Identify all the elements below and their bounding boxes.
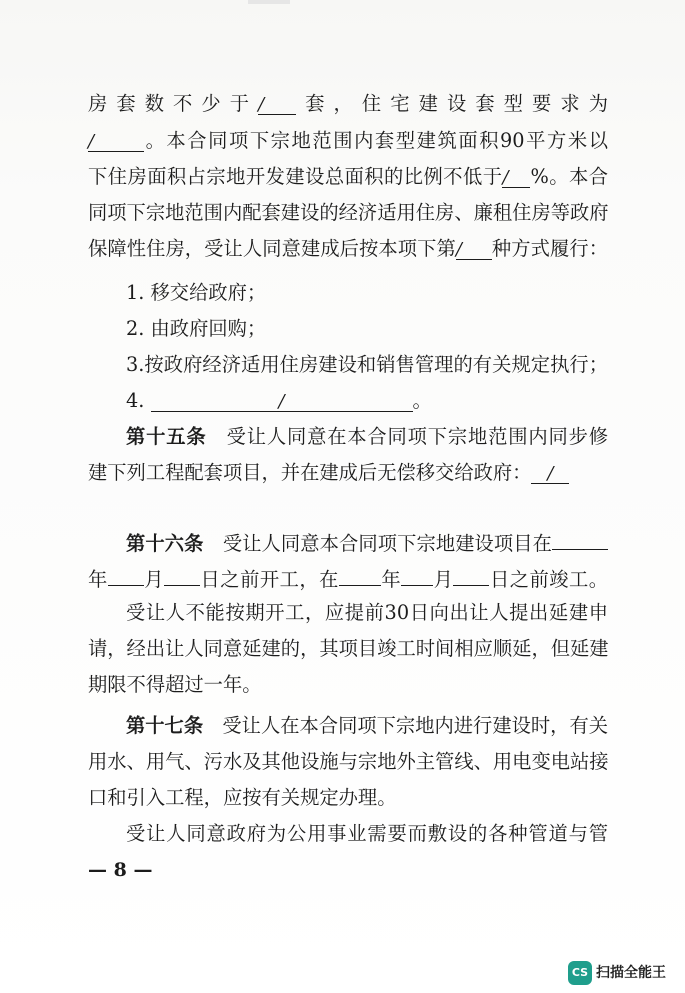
text-line <box>88 822 608 846</box>
text-segment: 。 <box>412 389 432 412</box>
scan-artifact <box>248 0 290 4</box>
text-segment: 年 <box>380 568 402 591</box>
text-line <box>88 461 608 485</box>
fill-in-blank: / <box>502 168 530 188</box>
text-line <box>88 786 608 810</box>
fill-in-blank: / <box>88 132 144 152</box>
text-segment: 期限不得超过一年。 <box>88 673 262 696</box>
text-line <box>88 425 608 449</box>
text-segment: 房套数不少于 <box>88 92 259 115</box>
text-line <box>88 601 608 625</box>
text-segment: 。本合同项下宗地范围内套型建筑面积90平方米以 <box>144 129 608 152</box>
fill-in-blank: / <box>456 240 492 260</box>
fill-in-blank <box>339 566 381 586</box>
text-segment: 受让人同意政府为公用事业需要而敷设的各种管道与管 <box>126 822 608 845</box>
fill-in-blank <box>453 566 489 586</box>
fill-in-blank: / <box>531 464 569 484</box>
text-segment: 受让人同意在本合同项下宗地范围内同步修 <box>206 425 609 448</box>
text-line <box>88 530 608 554</box>
text-segment: 2. 由政府回购； <box>126 317 267 340</box>
article-heading: 第十五条 <box>126 425 207 448</box>
fill-in-blank <box>401 566 433 586</box>
text-segment: 下住房面积占宗地开发建设总面积的比例不低于 <box>88 165 503 188</box>
text-line <box>88 317 608 341</box>
camscanner-logo-icon: CS <box>568 961 592 985</box>
text-segment: 套，住宅建设套型要求为 <box>296 92 609 115</box>
text-segment: 月 <box>143 568 165 591</box>
text-line <box>88 637 608 661</box>
page-number: — 8 — <box>88 859 153 881</box>
fill-in-blank <box>552 530 608 550</box>
text-line <box>88 750 608 774</box>
article-heading: 第十六条 <box>126 532 204 555</box>
text-segment: 保障性住房，受让人同意建成后按本项下第 <box>88 237 456 260</box>
scanner-watermark <box>568 959 680 987</box>
text-segment: 受让人不能按期开工，应提前30日向出让人提出延建申 <box>126 601 608 624</box>
text-line <box>88 129 608 153</box>
text-segment: 受让人同意本合同项下宗地建设项目在 <box>203 532 553 555</box>
fill-in-blank: / <box>151 392 413 412</box>
fill-in-blank: / <box>258 95 296 115</box>
text-line <box>88 201 608 225</box>
text-segment: 月 <box>433 568 454 591</box>
text-line <box>88 673 608 697</box>
text-line <box>88 353 608 377</box>
article-heading: 第十七条 <box>126 714 204 737</box>
text-segment: %。本合 <box>530 165 608 188</box>
fill-in-blank <box>108 566 144 586</box>
text-segment: 日之前开工，在 <box>200 568 339 591</box>
text-line <box>88 165 608 189</box>
text-segment: 1. 移交给政府； <box>126 281 267 304</box>
text-line <box>88 281 608 305</box>
fill-in-blank <box>164 566 200 586</box>
text-segment: 受让人在本合同项下宗地内进行建设时，有关 <box>203 714 609 737</box>
text-segment: 同项下宗地范围内配套建设的经济适用住房、廉租住房等政府 <box>88 201 609 224</box>
text-segment: 4. <box>126 389 151 412</box>
text-segment: 日之前竣工。 <box>489 568 609 591</box>
text-segment: 3.按政府经济适用住房建设和销售管理的有关规定执行； <box>126 353 608 376</box>
text-segment: 请，经出让人同意延建的，其项目竣工时间相应顺延，但延建 <box>88 637 609 660</box>
text-line <box>88 566 608 590</box>
text-segment: 年 <box>88 568 108 591</box>
text-line <box>88 237 608 261</box>
text-line <box>88 389 608 413</box>
watermark-app-name: 扫描全能王 <box>596 965 666 981</box>
text-line <box>88 92 608 116</box>
text-line <box>88 714 608 738</box>
text-segment: 用水、用气、污水及其他设施与宗地外主管线、用电变电站接 <box>88 750 609 773</box>
text-segment: 口和引入工程，应按有关规定办理。 <box>88 786 397 809</box>
text-segment: 建下列工程配套项目，并在建成后无偿移交给政府： <box>88 461 532 484</box>
text-segment: 种方式履行： <box>491 237 609 260</box>
